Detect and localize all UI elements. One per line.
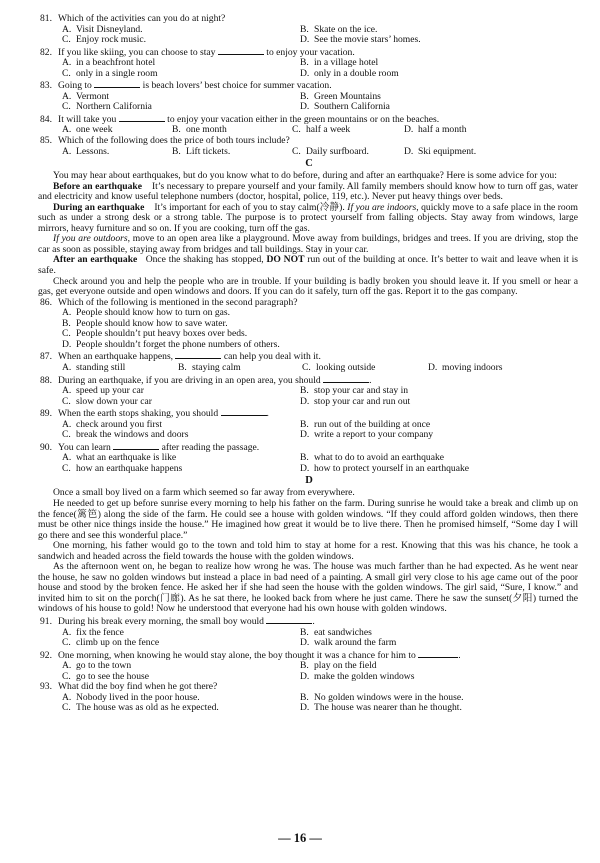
answer-blank xyxy=(94,79,140,88)
option-84-a: A. one week xyxy=(62,124,113,136)
question-82: 82. If you like skiing, you can choose to stay to enjoy your vacation. xyxy=(40,46,355,58)
answer-blank xyxy=(323,374,369,383)
option-83-c: C. Northern California xyxy=(62,101,152,113)
section-d-title: D xyxy=(305,475,313,487)
option-87-d: D. moving indoors xyxy=(428,361,503,373)
question-93: 93. What did the boy find when he got there? xyxy=(40,681,218,693)
option-90-d: D. how to protect yourself in an earthquake xyxy=(300,462,470,474)
options-91 xyxy=(40,628,578,649)
option-85-a: A. Lessons. xyxy=(62,145,110,157)
option-85-c: C. Daily surfboard. xyxy=(292,145,369,157)
option-93-a: A. Nobody lived in the poor house. xyxy=(62,691,200,703)
question-86: 86. Which of the following is mentioned in the second paragraph? xyxy=(40,296,298,308)
option-81-b: B. Skate on the ice. xyxy=(300,23,378,35)
question-91: 91. During his break every morning, the small boy would . xyxy=(40,615,315,627)
paragraph: Check around you and help the people who are in trouble. If your building is badly broken you should leave it. If you smell or hear a gas, get everyone outside and open windows and doors. If you can do it safely, turn off the gas. Report it to the gas company. xyxy=(38,275,578,298)
page-number: — 16 — xyxy=(278,831,322,845)
option-84-c: C. half a week xyxy=(292,124,351,136)
option-86-a: A. People should know how to turn on gas. xyxy=(62,307,231,319)
option-93-b: B. No golden windows were in the house. xyxy=(300,691,464,703)
options-82 xyxy=(40,58,578,79)
section-c-questions xyxy=(40,298,578,475)
option-88-d: D. stop your car and run out xyxy=(300,395,411,407)
option-90-c: C. how an earthquake happens xyxy=(62,462,183,474)
question-84: 84. It will take you to enjoy your vacation either in the green mountains or on the beaches. xyxy=(40,113,440,125)
question-88: 88. During an earthquake, if you are driving in an open area, you should . xyxy=(40,374,372,386)
question-89: 89. When the earth stops shaking, you should . xyxy=(40,408,269,420)
option-82-c: C. only in a single room xyxy=(62,67,158,79)
answer-blank xyxy=(113,441,159,450)
option-86-c: C. People shouldn’t put heavy boxes over beds. xyxy=(62,328,248,340)
answer-blank xyxy=(218,46,264,55)
option-87-c: C. looking outside xyxy=(302,361,376,373)
paragraph: Before an earthquake It’s necessary to prepare yourself and your family. All family members should know how to turn off gas, water and electricity and know useful telephone numbers (doctor, hospital, police, 119, etc.). Never put heavy things over beds. xyxy=(38,180,579,203)
option-82-a: A. in a beachfront hotel xyxy=(62,57,156,69)
question-81: 81. Which of the activities can you do at night? xyxy=(40,13,226,24)
option-91-b: B. eat sandwiches xyxy=(300,626,372,638)
question-92: 92. One morning, when knowing he would stay alone, the boy thought it was a chance for him to . xyxy=(40,649,461,661)
options-86 xyxy=(40,308,578,350)
question-83: 83. Going to is beach lovers’ best choice for summer vacation. xyxy=(40,80,332,92)
paragraph: During an earthquake It’s important for each of you to stay calm(冷静). If you are indoors, quickly move to a safe place in the room such as under a strong desk or a strong table. The purpose is to protect yourself from falling objects. Stay away from windows, large mirrors, heavy furniture and so on. If you are cooking, turn off the gas. xyxy=(38,201,578,234)
option-83-d: D. Southern California xyxy=(300,101,390,113)
options-93 xyxy=(40,693,578,714)
option-84-d: D. half a month xyxy=(404,124,467,136)
option-88-c: C. slow down your car xyxy=(62,395,152,407)
option-82-d: D. only in a double room xyxy=(300,67,399,79)
options-81 xyxy=(40,25,578,46)
option-89-c: C. break the windows and doors xyxy=(62,429,189,441)
option-88-a: A. speed up your car xyxy=(62,385,144,397)
option-85-d: D. Ski equipment. xyxy=(404,145,477,157)
option-89-d: D. write a report to your company xyxy=(300,429,434,441)
section-d-passage xyxy=(40,488,578,615)
option-81-a: A. Visit Disneyland. xyxy=(62,23,143,35)
options-83 xyxy=(40,92,578,113)
option-86-d: D. People shouldn’t forget the phone numbers of others. xyxy=(62,338,280,350)
paragraph: One morning, his father would go to the town and told him to stay at home for a rest. Knowing that this was his chance, he took a sandwich and headed across the field towards the house with the golden windows. xyxy=(38,540,578,562)
section-b-questions xyxy=(40,14,578,157)
options-89 xyxy=(40,420,578,441)
options-90 xyxy=(40,453,578,474)
options-92 xyxy=(40,661,578,682)
option-83-b: B. Green Mountains xyxy=(300,90,381,102)
question-87: 87. When an earthquake happens, can help you deal with it. xyxy=(40,351,321,363)
options-87 xyxy=(40,363,578,374)
option-89-b: B. run out of the building at once xyxy=(300,418,431,430)
option-84-b: B. one month xyxy=(172,124,227,136)
option-91-c: C. climb up on the fence xyxy=(62,637,160,649)
answer-blank xyxy=(418,649,458,658)
option-83-a: A. Vermont xyxy=(62,90,110,102)
option-93-d: D. The house was nearer than he thought. xyxy=(300,702,462,714)
option-90-b: B. what to do to avoid an earthquake xyxy=(300,452,445,464)
option-87-b: B. staying calm xyxy=(178,361,241,373)
option-91-a: A. fix the fence xyxy=(62,626,124,638)
option-86-b: B. People should know how to save water. xyxy=(62,317,228,329)
paragraph: After an earthquake Once the shaking has stopped, DO NOT run out of the building at once. It’s better to wait and leave when it is safe. xyxy=(38,254,579,277)
paragraph: If you are outdoors, move to an open area like a playground. Move away from buildings, bridges and trees. If you are driving, stop the car as soon as possible, staying away from bridges and tall buildings. Stay in your car. xyxy=(38,233,578,255)
option-87-a: A. standing still xyxy=(62,361,126,373)
paragraph: Once a small boy lived on a farm which seemed so far away from everywhere. xyxy=(53,487,355,499)
options-88 xyxy=(40,386,578,407)
option-90-a: A. what an earthquake is like xyxy=(62,452,177,464)
paragraph: He needed to get up before sunrise every morning to help his father on the farm. During sunrise he would take a break and climb up on the fence(篱笆) along the side of the farm. He could see a house with golden windows. “If they could afford golden windows, then there must be other nice things inside the house.” He imagined how great it would be to live there. Then he promised himself, “Some day I will go there and see this wonderful place.” xyxy=(38,497,578,541)
option-81-d: D. See the movie stars’ homes. xyxy=(300,34,421,46)
option-89-a: A. check around you first xyxy=(62,418,163,430)
answer-blank xyxy=(119,113,165,122)
question-85: 85. Which of the following does the price of both tours include? xyxy=(40,135,290,147)
answer-blank xyxy=(221,407,267,416)
answer-blank xyxy=(175,350,221,359)
option-82-b: B. in a village hotel xyxy=(300,57,379,69)
option-92-a: A. go to the town xyxy=(62,660,132,672)
section-c-passage xyxy=(40,171,578,298)
paragraph: You may hear about earthquakes, but do you know what to do before, during and after an earthquake? Here is some advice for you: xyxy=(53,170,557,182)
option-92-c: C. go to see the house xyxy=(62,670,150,682)
option-92-d: D. make the golden windows xyxy=(300,670,415,682)
question-90: 90. You can learn after reading the passage. xyxy=(40,441,260,453)
section-c-title: C xyxy=(305,158,313,170)
answer-blank xyxy=(266,615,312,624)
option-93-c: C. The house was as old as he expected. xyxy=(62,702,219,714)
option-91-d: D. walk around the farm xyxy=(300,637,397,649)
option-85-b: B. Lift tickets. xyxy=(172,145,231,157)
option-88-b: B. stop your car and stay in xyxy=(300,385,409,397)
option-81-c: C. Enjoy rock music. xyxy=(62,34,147,46)
option-92-b: B. play on the field xyxy=(300,660,377,672)
section-d-questions xyxy=(40,615,578,714)
paragraph: As the afternoon went on, he began to realize how wrong he was. The house was much farther than he had expected. As he went near the house, he saw no golden windows but instead a place in bad need of a painting. A small girl very close to his age came out of the poor house and stood by the broken fence. He asked her if she had seen the house with the golden windows. The girl said, “Sure, I know.” and invited him to sit on the porch(门廊). As he sat there, he looked back from where he just came. There he saw the sunset(夕阳) turned the windows of his house to gold! Now he understood that everyone had his own house with golden windows. xyxy=(38,561,578,615)
options-85 xyxy=(40,147,578,158)
